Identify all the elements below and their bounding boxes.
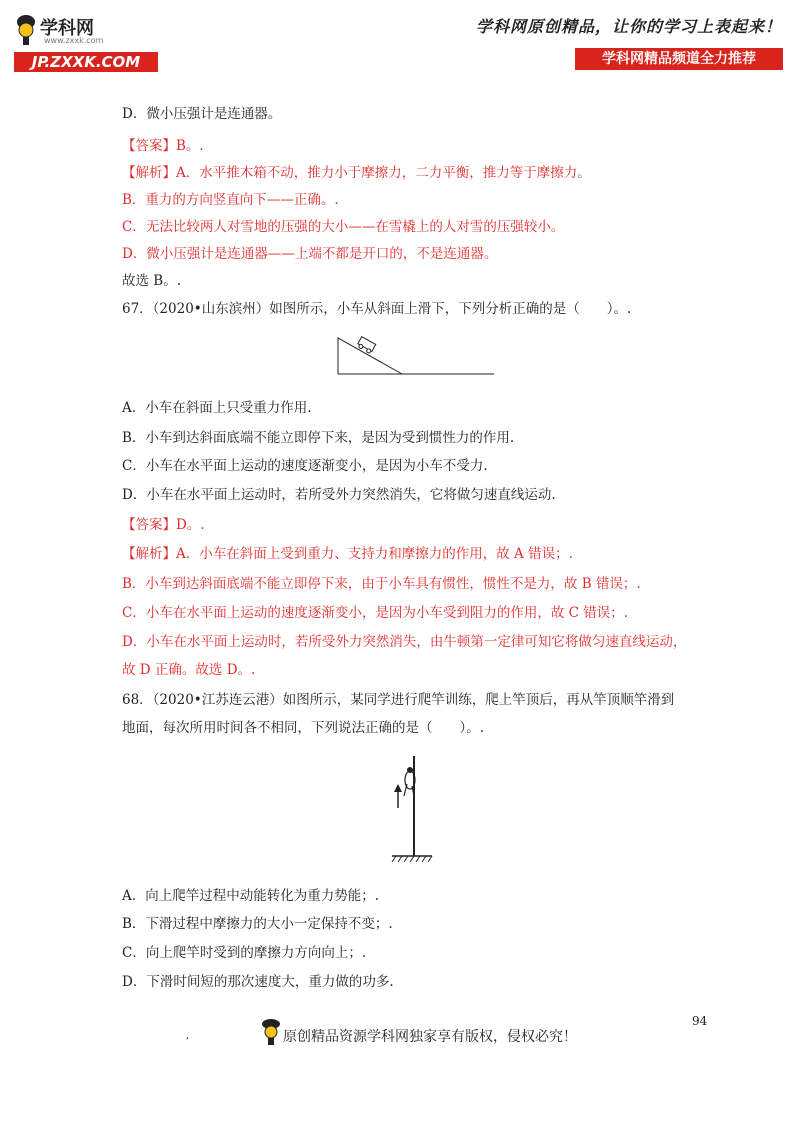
text-line: D．下滑时间短的那次速度大，重力做的功多. [122, 974, 394, 990]
footer-mascot-icon [260, 1016, 282, 1046]
text-line: C．无法比较两人对雪地的压强的大小——在雪橇上的人对雪的压强较小。 [122, 219, 565, 235]
text-line: 67．（2020•山东滨州）如图所示，小车从斜面上滑下，下列分析正确的是（ ）。. [122, 301, 632, 317]
climbing-pole-diagram [388, 752, 438, 864]
header-slogan: 学科网原创精品，让你的学习上表起来！ [475, 17, 782, 36]
incline-cart-diagram [330, 332, 500, 380]
text-line: A．小车在斜面上只受重力作用. [122, 400, 312, 416]
logo-sub: www.zxxk.com [44, 36, 104, 45]
text-line: 【解析】A．水平推木箱不动，推力小于摩擦力，二力平衡，推力等于摩擦力。 [122, 165, 591, 181]
logo-mascot-icon [14, 12, 38, 46]
text-line: C．小车在水平面上运动的速度逐渐变小，是因为小车不受力. [122, 458, 488, 474]
text-line: B．下滑过程中摩擦力的大小一定保持不变；. [122, 916, 393, 932]
text-line: 【答案】B。. [122, 138, 204, 154]
logo-name: 学科网 [40, 18, 94, 39]
text-line: 故 D 正确。故选 D。. [122, 662, 256, 678]
footer-copyright: 原创精品资源学科网独家享有版权，侵权必究！ [283, 1029, 577, 1045]
text-line: C．向上爬竿时受到的摩擦力方向向上；. [122, 945, 367, 961]
text-line: 【解析】A．小车在斜面上受到重力、支持力和摩擦力的作用，故 A 错误；. [122, 546, 573, 562]
text-line: B．小车到达斜面底端不能立即停下来，由于小车具有惯性，惯性不是力，故 B 错误；. [122, 576, 641, 592]
text-line: 故选 B。. [122, 273, 182, 289]
page-number: 94 [692, 1014, 708, 1028]
text-line: D．微小压强计是连通器——上端不都是开口的，不是连通器。 [122, 246, 498, 262]
text-line: 68．（2020•江苏连云港）如图所示，某同学进行爬竿训练，爬上竿顶后，再从竿顶顺竿滑到 [122, 692, 675, 708]
text-line: D．小车在水平面上运动时，若所受外力突然消失，由牛顿第一定律可知它将做匀速直线运动， [122, 634, 687, 650]
text-line: 地面，每次所用时间各不相同，下列说法正确的是（ ）。. [122, 720, 485, 736]
text-line: D．微小压强计是连通器。 [122, 106, 282, 122]
text-line: A．向上爬竿过程中动能转化为重力势能；. [122, 888, 380, 904]
text-line: C．小车在水平面上运动的速度逐渐变小，是因为小车受到阻力的作用，故 C 错误；. [122, 605, 629, 621]
text-line: B．重力的方向竖直向下——正确。. [122, 192, 339, 208]
text-line: B．小车到达斜面底端不能立即停下来，是因为受到惯性力的作用. [122, 430, 515, 446]
text-line: D．小车在水平面上运动时，若所受外力突然消失，它将做匀速直线运动. [122, 487, 556, 503]
header-banner: 学科网精品频道全力推荐 [575, 48, 783, 70]
text-line: 【答案】D。. [122, 517, 205, 533]
footer-tick: , [186, 1030, 190, 1041]
logo-url-banner[interactable]: JP.ZXXK.COM [14, 52, 158, 72]
